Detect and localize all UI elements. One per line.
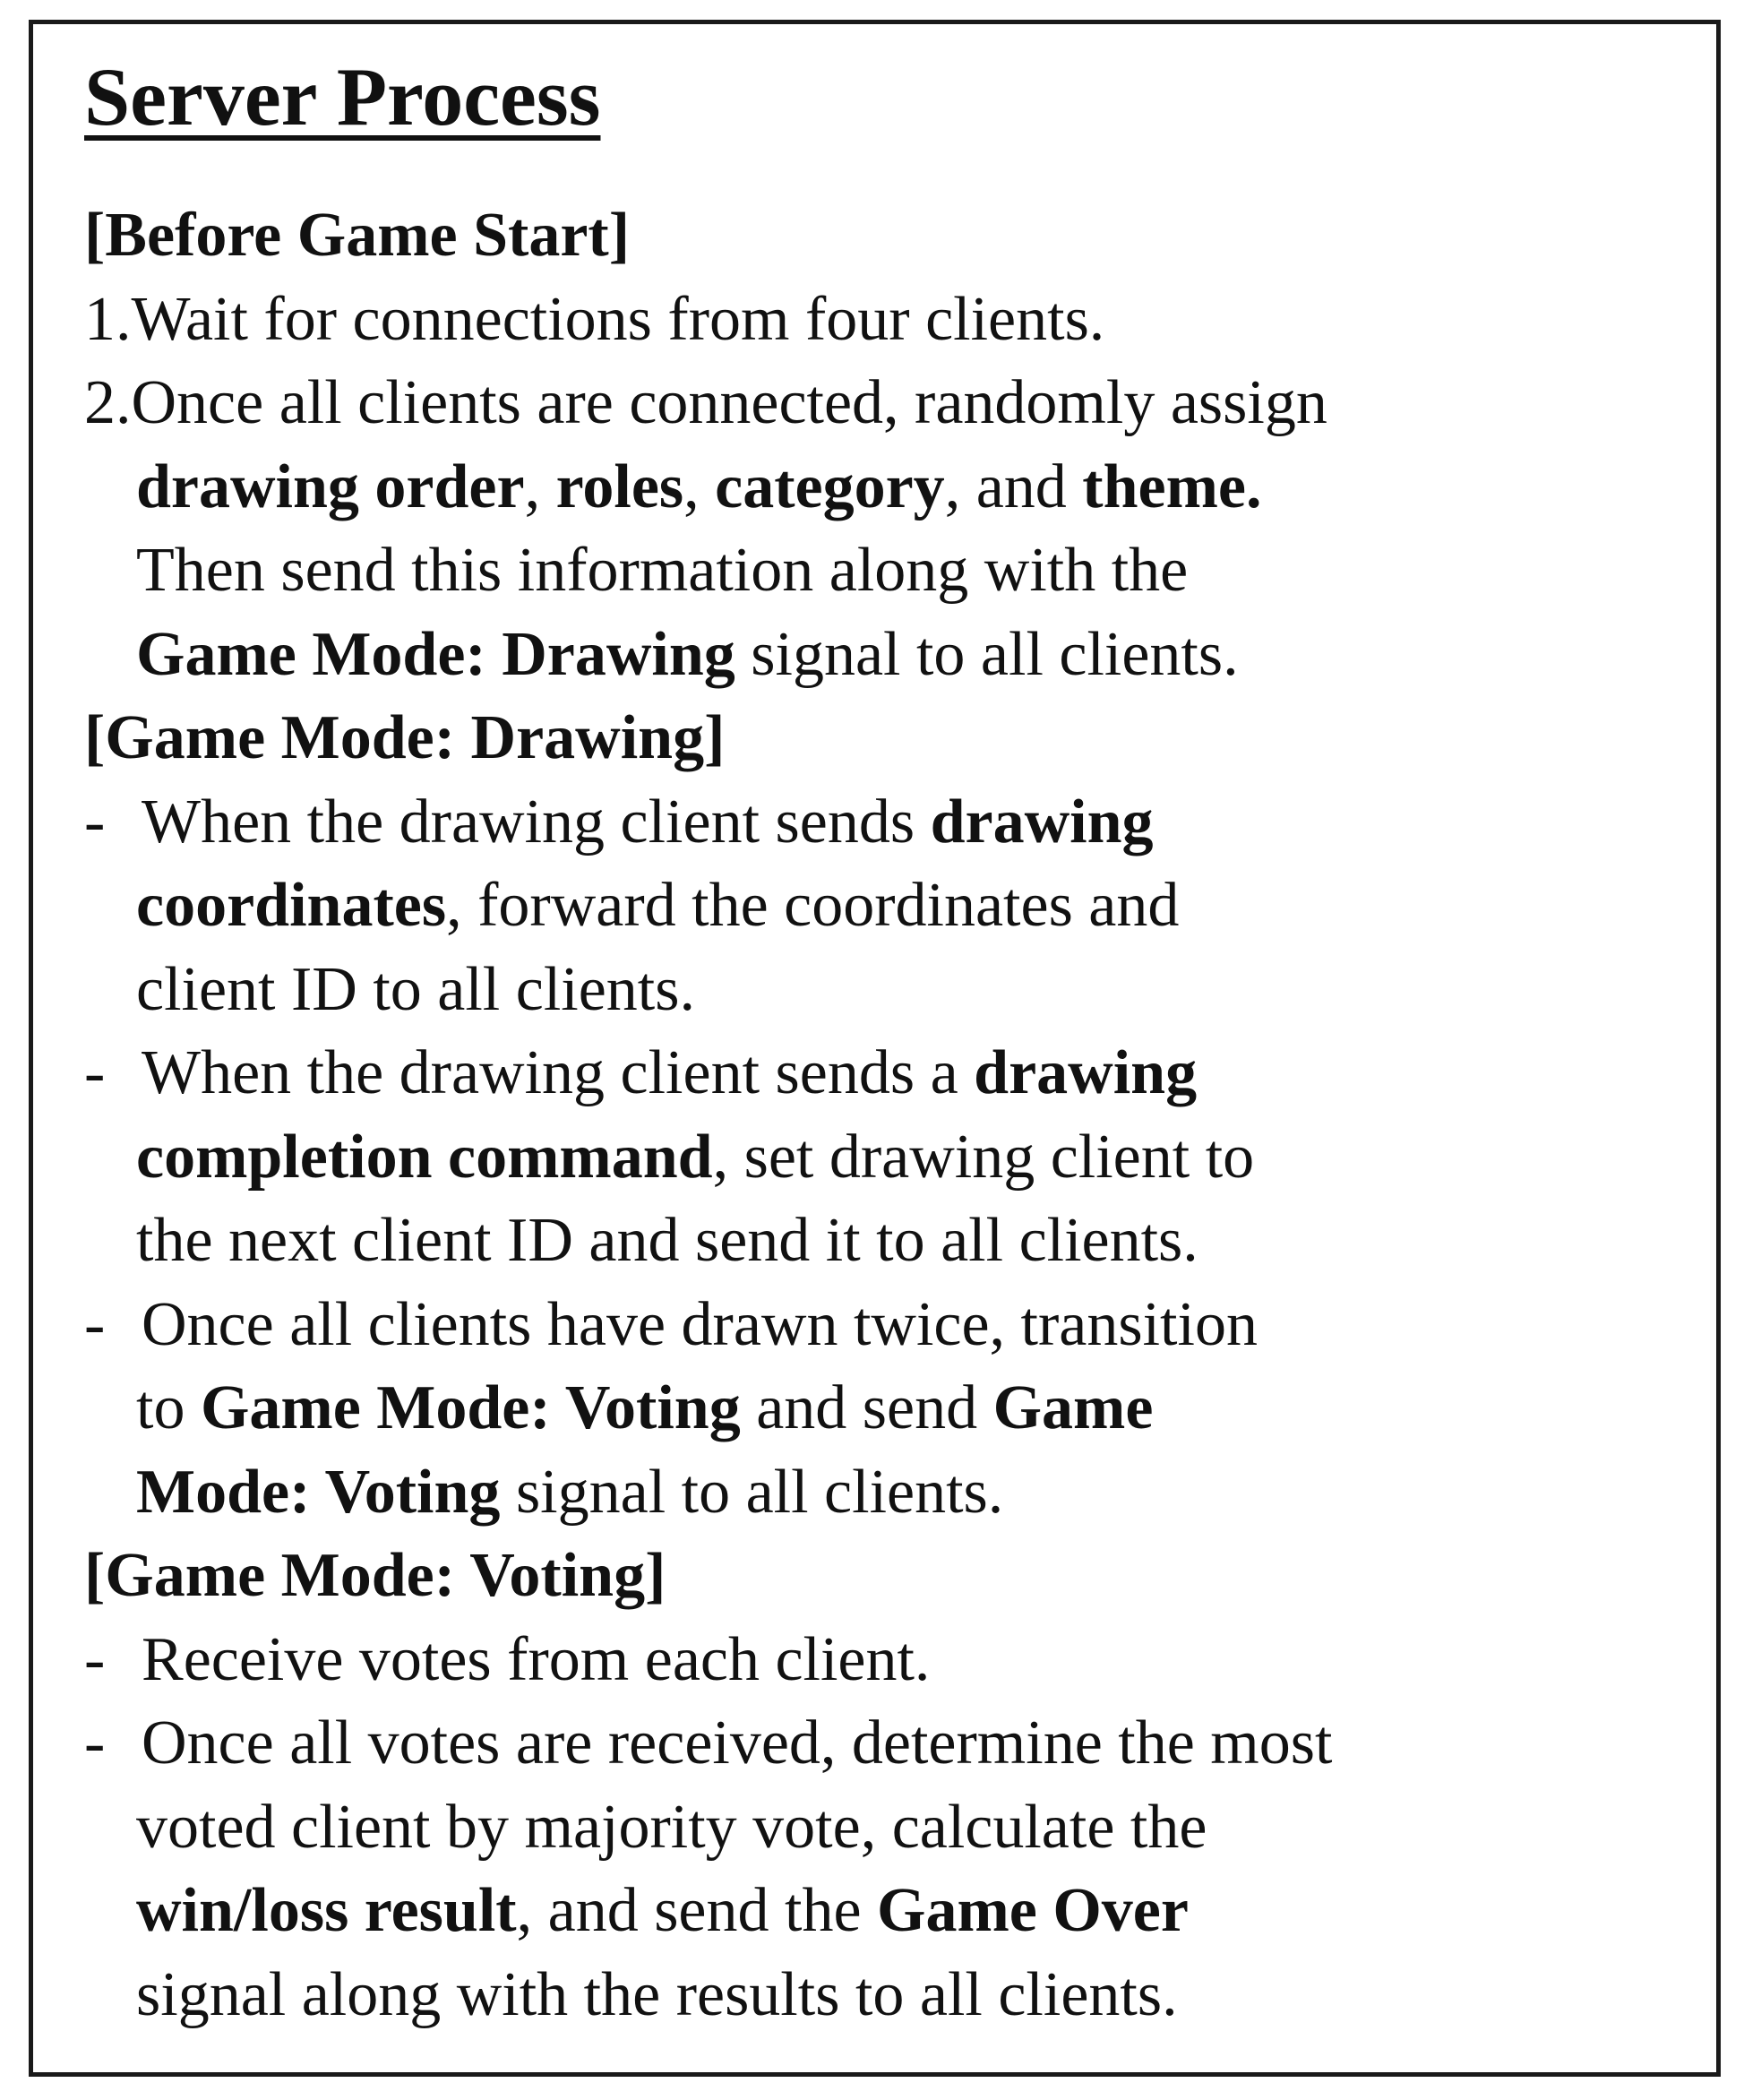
term-drawing-order: drawing order <box>136 452 525 521</box>
step-2-line-1: 2.Once all clients are connected, randomly assign <box>84 368 1327 437</box>
step-1: 1.Wait for connections from four clients. <box>84 284 1105 354</box>
document-title: Server Process <box>84 51 601 142</box>
voting-item-2-line-1: - Once all votes are received, determine the most <box>84 1701 1661 1786</box>
step-2-line-4: Game Mode: Drawing signal to all clients. <box>136 619 1239 689</box>
term-roles: roles <box>555 452 684 521</box>
voting-item-1: - Receive votes from each client. <box>84 1618 1661 1702</box>
drawing-item-1-line-3: client ID to all clients. <box>136 954 695 1024</box>
drawing-item-2-line-3: the next client ID and send it to all clients. <box>136 1206 1198 1275</box>
term-win-loss-result: win/loss result <box>136 1876 517 1945</box>
document-body <box>84 194 1661 2036</box>
term-game: Game <box>992 1373 1154 1442</box>
voting-item-2-line-4: signal along with the results to all clients. <box>136 1959 1178 2029</box>
drawing-item-1-line-1: - When the drawing client sends drawing <box>84 780 1661 865</box>
section-heading-game-mode-drawing: [Game Mode: Drawing] <box>84 703 726 772</box>
term-drawing: drawing <box>930 787 1154 856</box>
bullet-dash: - <box>84 1708 106 1777</box>
bullet-dash: - <box>84 787 106 856</box>
drawing-item-3-line-3: Mode: Voting signal to all clients. <box>136 1457 1004 1527</box>
drawing-item-3-line-2: to Game Mode: Voting and send Game <box>136 1373 1154 1442</box>
drawing-item-2-line-2: completion command, set drawing client to <box>136 1122 1255 1192</box>
term-category: category <box>715 452 945 521</box>
bullet-dash: - <box>84 1624 106 1694</box>
term-mode-voting: Mode: Voting <box>136 1457 501 1527</box>
term-completion-command: completion command <box>136 1122 713 1192</box>
voting-item-2-line-2: voted client by majority vote, calculate the <box>136 1792 1207 1862</box>
bullet-dash: - <box>84 1289 106 1359</box>
term-theme: theme. <box>1082 452 1262 521</box>
term-drawing: drawing <box>974 1038 1198 1107</box>
drawing-item-2-line-1: - When the drawing client sends a drawing <box>84 1031 1661 1115</box>
step-2-line-3: Then send this information along with the <box>136 536 1189 605</box>
drawing-item-1-line-2: coordinates, forward the coordinates and <box>136 871 1180 940</box>
voting-item-2-line-3: win/loss result, and send the Game Over <box>136 1876 1189 1945</box>
section-heading-before-game-start: [Before Game Start] <box>84 201 631 270</box>
bullet-dash: - <box>84 1038 106 1107</box>
term-game-over: Game Over <box>877 1876 1189 1945</box>
drawing-item-3-line-1: - Once all clients have drawn twice, transition <box>84 1283 1661 1367</box>
section-heading-game-mode-voting: [Game Mode: Voting] <box>84 1541 666 1610</box>
term-game-mode-drawing: Game Mode: Drawing <box>136 619 735 689</box>
step-2-line-2: drawing order, roles, category, and theme. <box>136 452 1262 521</box>
term-game-mode-voting: Game Mode: Voting <box>200 1373 741 1442</box>
term-coordinates: coordinates <box>136 871 447 940</box>
